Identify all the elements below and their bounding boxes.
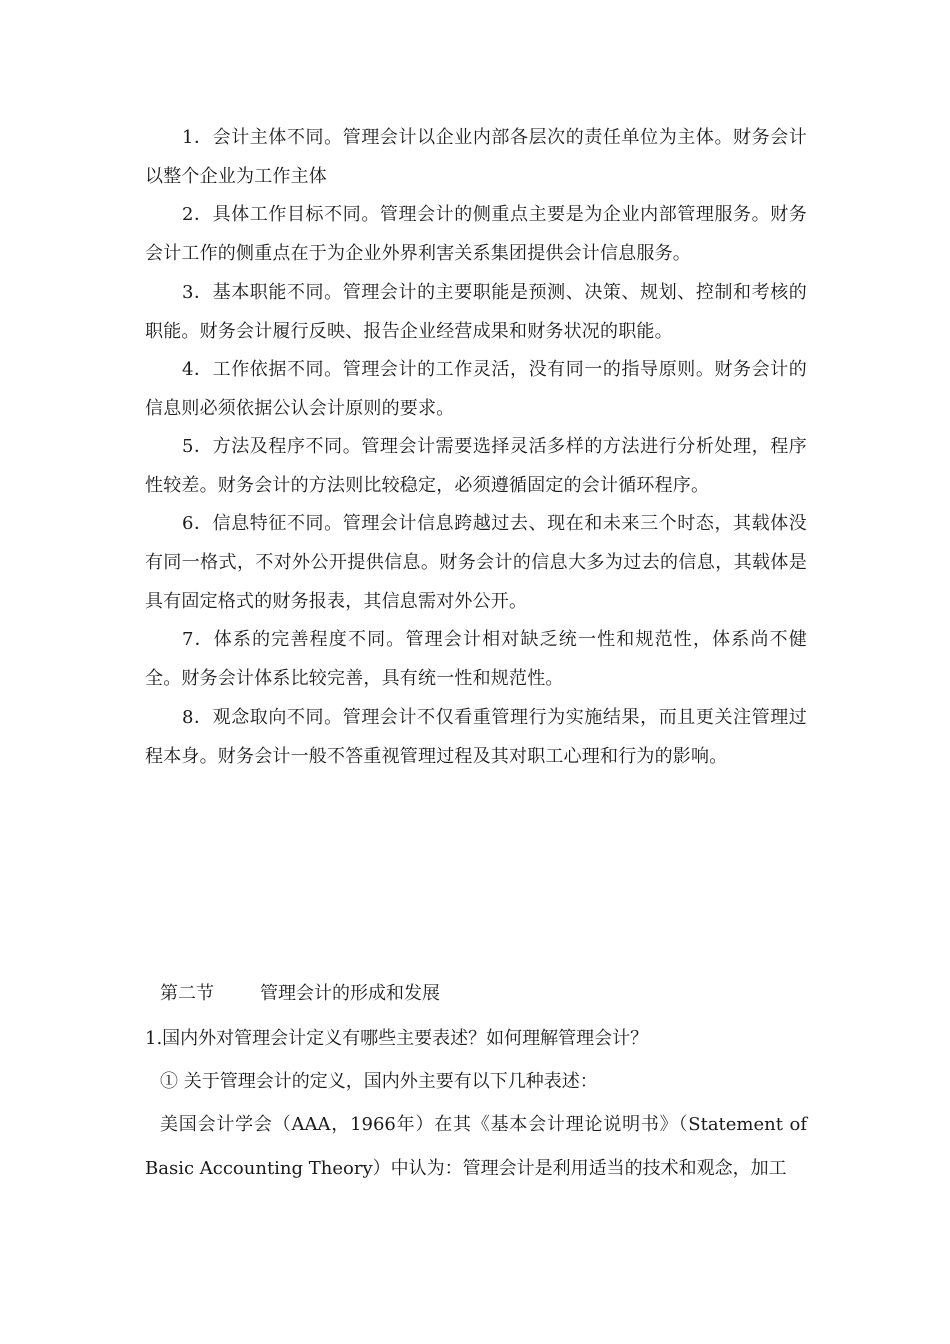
quote-paragraph: 美国会计学会（AAA，1966年）在其《基本会计理论说明书》（Statement of Basic Accounting Theory）中认为：管理会计是利用适当的技术和观念，加工 [145, 1114, 807, 1179]
paragraph-item-5: 5．方法及程序不同。管理会计需要选择灵活多样的方法进行分析处理，程序性较差。财务会计的方法则比较稳定，必须遵循固定的会计循环程序。 [145, 436, 807, 496]
paragraph-item-3: 3．基本职能不同。管理会计的主要职能是预测、决策、规划、控制和考核的职能。财务会计履行反映、报告企业经营成果和财务状况的职能。 [145, 282, 807, 342]
paragraph-item-6: 6．信息特征不同。管理会计信息跨越过去、现在和未来三个时态，其载体没有同一格式，不对外公开提供信息。财务会计的信息大多为过去的信息，其载体是具有固定格式的财务报表，其信息需对外公开。 [145, 513, 807, 612]
section-number: 第二节 [160, 983, 214, 1004]
question-text: 1.国内外对管理会计定义有哪些主要表述？如何理解管理会计？ [145, 1028, 649, 1049]
paragraph-item-7: 7．体系的完善程度不同。管理会计相对缺乏统一性和规范性，体系尚不健全。财务会计体系比较完善，具有统一性和规范性。 [145, 629, 807, 689]
paragraph-item-1: 1．会计主体不同。管理会计以企业内部各层次的责任单位为主体。财务会计以整个企业为工作主体 [145, 127, 807, 187]
paragraph-item-8: 8．观念取向不同。管理会计不仅看重管理行为实施结果，而且更关注管理过程本身。财务会计一般不答重视管理过程及其对职工心理和行为的影响。 [145, 707, 807, 767]
section-heading [160, 976, 440, 1012]
answer-intro: ① 关于管理会计的定义，国内外主要有以下几种表述： [160, 1071, 598, 1092]
paragraph-item-4: 4．工作依据不同。管理会计的工作灵活，没有同一的指导原则。财务会计的信息则必须依据公认会计原则的要求。 [145, 359, 807, 419]
paragraph-item-2: 2．具体工作目标不同。管理会计的侧重点主要是为企业内部管理服务。财务会计工作的侧重点在于为企业外界利害关系集团提供会计信息服务。 [145, 204, 807, 264]
section-title: 管理会计的形成和发展 [260, 983, 440, 1004]
